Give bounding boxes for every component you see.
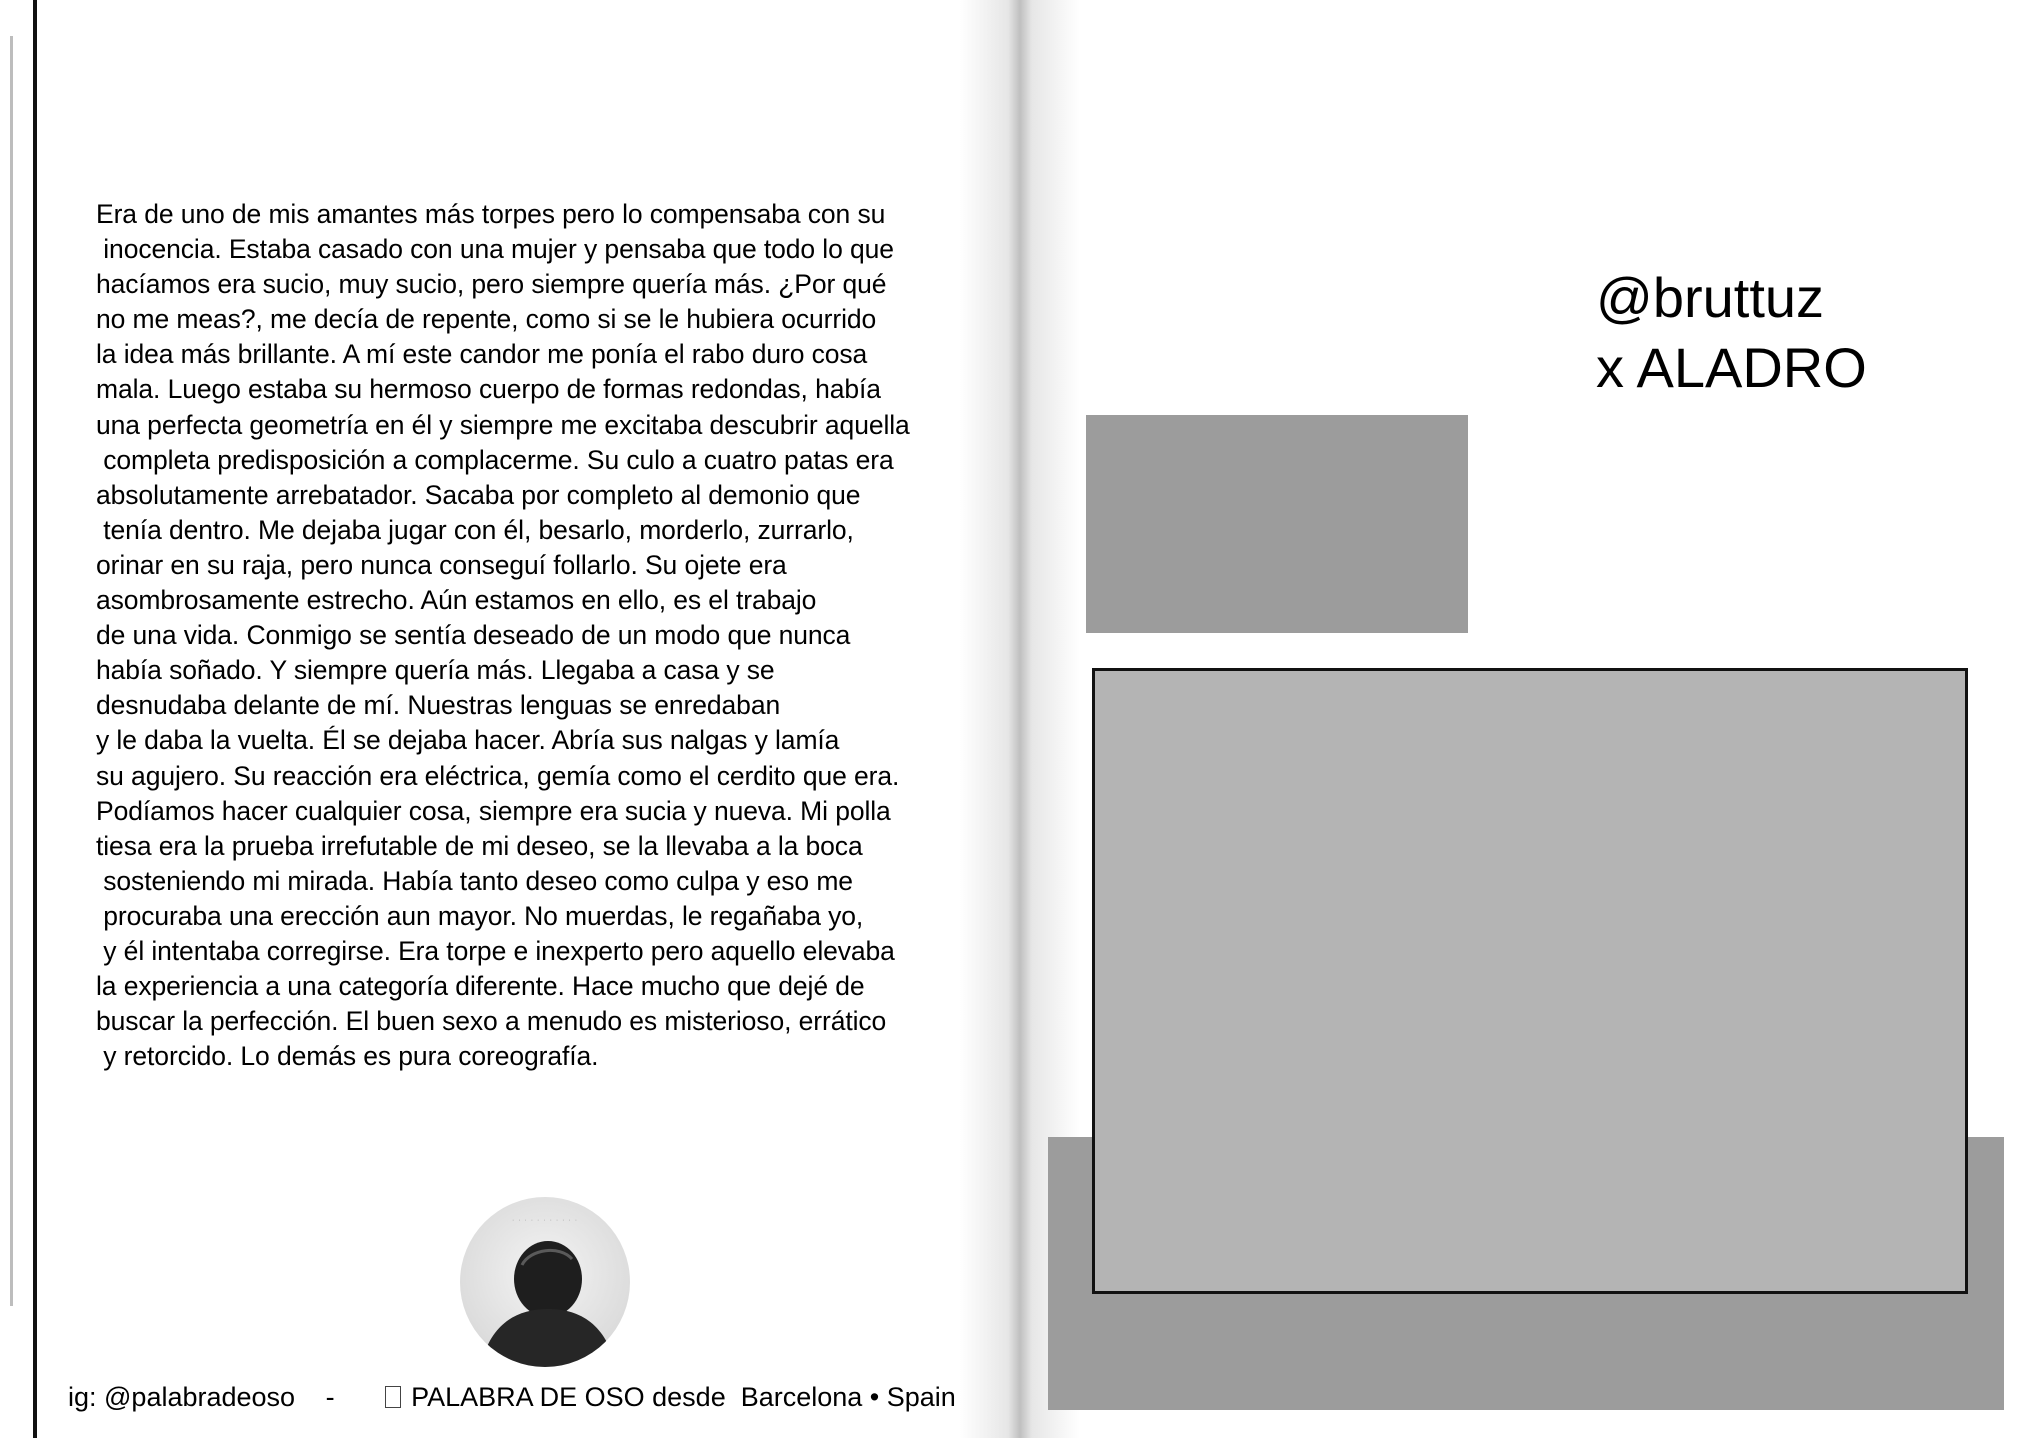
story-line: buscar la perfección. El buen sexo a menudo es misterioso, errático bbox=[96, 1006, 887, 1037]
story-line: asombrosamente estrecho. Aún estamos en ello, es el trabajo bbox=[96, 585, 817, 616]
artist-handle: @bruttuz bbox=[1596, 266, 1825, 329]
story-line: una perfecta geometría en él y siempre me excitaba descubrir aquella bbox=[96, 409, 910, 440]
story-line: mala. Luego estaba su hermoso cuerpo de formas redondas, había bbox=[96, 374, 881, 405]
story-line: no me meas?, me decía de repente, como si se le hubiera ocurrido bbox=[96, 304, 877, 335]
story-line: procuraba una erección aun mayor. No muerdas, le regañaba yo, bbox=[96, 900, 864, 931]
left-page-border bbox=[33, 0, 37, 1438]
story-line: inocencia. Estaba casado con una mujer y pensaba que todo lo que bbox=[96, 234, 894, 265]
story-line: y retorcido. Lo demás es pura coreografía. bbox=[96, 1041, 599, 1072]
story-line: orinar en su raja, pero nunca conseguí follarlo. Su ojete era bbox=[96, 549, 787, 580]
story-line: desnudaba delante de mí. Nuestras lenguas se enredaban bbox=[96, 690, 781, 721]
story-line: hacíamos era sucio, muy sucio, pero siempre quería más. ¿Por qué bbox=[96, 269, 887, 300]
illustration-frame-placeholder bbox=[1092, 668, 1968, 1294]
logo-faint-text: · · · · · · · · · · · bbox=[511, 1217, 579, 1224]
story-line: había soñado. Y siempre quería más. Llegaba a casa y se bbox=[96, 655, 775, 686]
brand-logo-icon bbox=[460, 1197, 630, 1367]
story-line: tenía dentro. Me dejaba jugar con él, besarlo, morderlo, zurrarlo, bbox=[96, 514, 854, 545]
story-line: absolutamente arrebatador. Sacaba por completo al demonio que bbox=[96, 479, 861, 510]
page-footer bbox=[68, 1382, 956, 1413]
story-line: tiesa era la prueba irrefutable de mi deseo, se la llevaba a la boca bbox=[96, 830, 863, 861]
story-line: completa predisposición a complacerme. Su culo a cuatro patas era bbox=[96, 444, 894, 475]
story-line: la experiencia a una categoría diferente. Hace mucho que dejé de bbox=[96, 971, 865, 1002]
story-line: y él intentaba corregirse. Era torpe e inexperto pero aquello elevaba bbox=[96, 935, 895, 966]
footer-brand: PALABRA DE OSO desde Barcelona • Spain bbox=[411, 1382, 956, 1412]
story-line: la idea más brillante. A mí este candor me ponía el rabo duro cosa bbox=[96, 339, 868, 370]
story-line: Podíamos hacer cualquier cosa, siempre era sucia y nueva. Mi polla bbox=[96, 795, 891, 826]
artist-collab-name: x ALADRO bbox=[1596, 336, 1867, 399]
missing-glyph-icon bbox=[385, 1386, 401, 1408]
footer-instagram: ig: @palabradeoso bbox=[68, 1382, 296, 1412]
story-line: sosteniendo mi mirada. Había tanto deseo como culpa y eso me bbox=[96, 865, 853, 896]
page-edge-line bbox=[10, 36, 13, 1306]
footer-separator: - bbox=[325, 1382, 335, 1412]
story-line: de una vida. Conmigo se sentía deseado de un modo que nunca bbox=[96, 620, 851, 651]
story-text bbox=[96, 197, 1016, 1074]
story-line: y le daba la vuelta. Él se dejaba hacer. Abría sus nalgas y lamía bbox=[96, 725, 840, 756]
story-line: su agujero. Su reacción era eléctrica, gemía como el cerdito que era. bbox=[96, 760, 900, 791]
story-line: Era de uno de mis amantes más torpes pero lo compensaba con su bbox=[96, 199, 886, 229]
illustration-background-panel bbox=[1086, 415, 1468, 633]
